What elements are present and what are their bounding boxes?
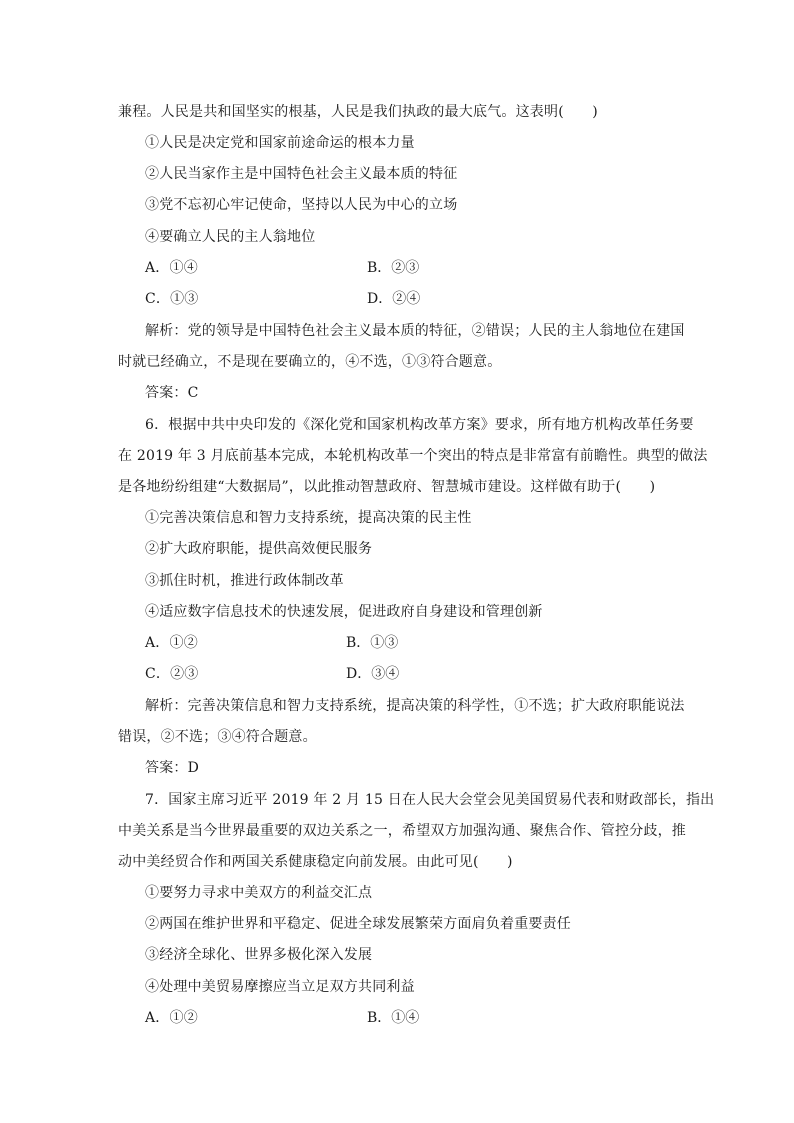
q5-item-3: ③党不忘初心牢记使命，坚持以人民为中心的立场 bbox=[145, 197, 458, 213]
q6-stem-line-1: 6．根据中共中央印发的《深化党和国家机构改革方案》要求，所有地方机构改革任务要 bbox=[145, 417, 694, 433]
q7-option-b: B．①④ bbox=[367, 1010, 420, 1026]
q7-item-1: ①要努力寻求中美双方的利益交汇点 bbox=[145, 885, 373, 901]
q7-stem-line-1: 7．国家主席习近平 2019 年 2 月 15 日在人民大会堂会见美国贸易代表和财政部长，指出 bbox=[145, 792, 715, 808]
q5-analysis-line-2: 时就已经确立，不是现在要确立的，④不选，①③符合题意。 bbox=[118, 354, 502, 370]
q6-item-3: ③抓住时机，推进行政体制改革 bbox=[145, 573, 344, 589]
q5-answer: 答案：C bbox=[145, 385, 199, 401]
q6-item-1: ①完善决策信息和智力支持系统，提高决策的民主性 bbox=[145, 510, 472, 526]
q7-stem-line-3: 动中美经贸合作和两国关系健康稳定向前发展。由此可见( ) bbox=[118, 854, 513, 870]
q7-item-2: ②两国在维护世界和平稳定、促进全球发展繁荣方面肩负着重要责任 bbox=[145, 916, 571, 932]
q5-item-4: ④要确立人民的主人翁地位 bbox=[145, 229, 316, 245]
q6-answer: 答案：D bbox=[145, 760, 200, 776]
q5-analysis-line-1: 解析：党的领导是中国特色社会主义最本质的特征，②错误；人民的主人翁地位在建国 bbox=[145, 323, 685, 339]
q6-stem-line-3: 是各地纷纷组建“大数据局”，以此推动智慧政府、智慧城市建设。这样做有助于( ) bbox=[118, 479, 656, 495]
q5-option-b: B．②③ bbox=[367, 260, 420, 276]
q5-option-a: A．①④ bbox=[145, 260, 198, 276]
q6-option-a: A．①② bbox=[145, 635, 198, 651]
q6-item-4: ④适应数字信息技术的快速发展，促进政府自身建设和管理创新 bbox=[145, 604, 543, 620]
q6-analysis-line-2: 错误，②不选；③④符合题意。 bbox=[118, 729, 317, 745]
q6-option-c: C．②③ bbox=[145, 666, 199, 682]
q7-option-a: A．①② bbox=[145, 1010, 198, 1026]
q7-stem-line-2: 中美关系是当今世界最重要的双边关系之一，希望双方加强沟通、聚焦合作、管控分歧，推 bbox=[118, 823, 686, 839]
q5-item-2: ②人民当家作主是中国特色社会主义最本质的特征 bbox=[145, 166, 458, 182]
q6-analysis-line-1: 解析：完善决策信息和智力支持系统，提高决策的科学性，①不选；扩大政府职能说法 bbox=[145, 698, 685, 714]
q5-option-c: C．①③ bbox=[145, 291, 199, 307]
q5-option-d: D．②④ bbox=[367, 291, 421, 307]
q6-option-d: D．③④ bbox=[346, 666, 400, 682]
q7-item-3: ③经济全球化、世界多极化深入发展 bbox=[145, 947, 373, 963]
q6-item-2: ②扩大政府职能，提供高效便民服务 bbox=[145, 541, 373, 557]
q7-item-4: ④处理中美贸易摩擦应当立足双方共同利益 bbox=[145, 979, 415, 995]
q5-stem: 兼程。人民是共和国坚实的根基，人民是我们执政的最大底气。这表明( ) bbox=[118, 104, 598, 120]
q5-item-1: ①人民是决定党和国家前途命运的根本力量 bbox=[145, 135, 415, 151]
q6-option-b: B．①③ bbox=[346, 635, 399, 651]
q6-stem-line-2: 在 2019 年 3 月底前基本完成，本轮机构改革一个突出的特点是非常富有前瞻性。典型的做法 bbox=[118, 448, 708, 464]
